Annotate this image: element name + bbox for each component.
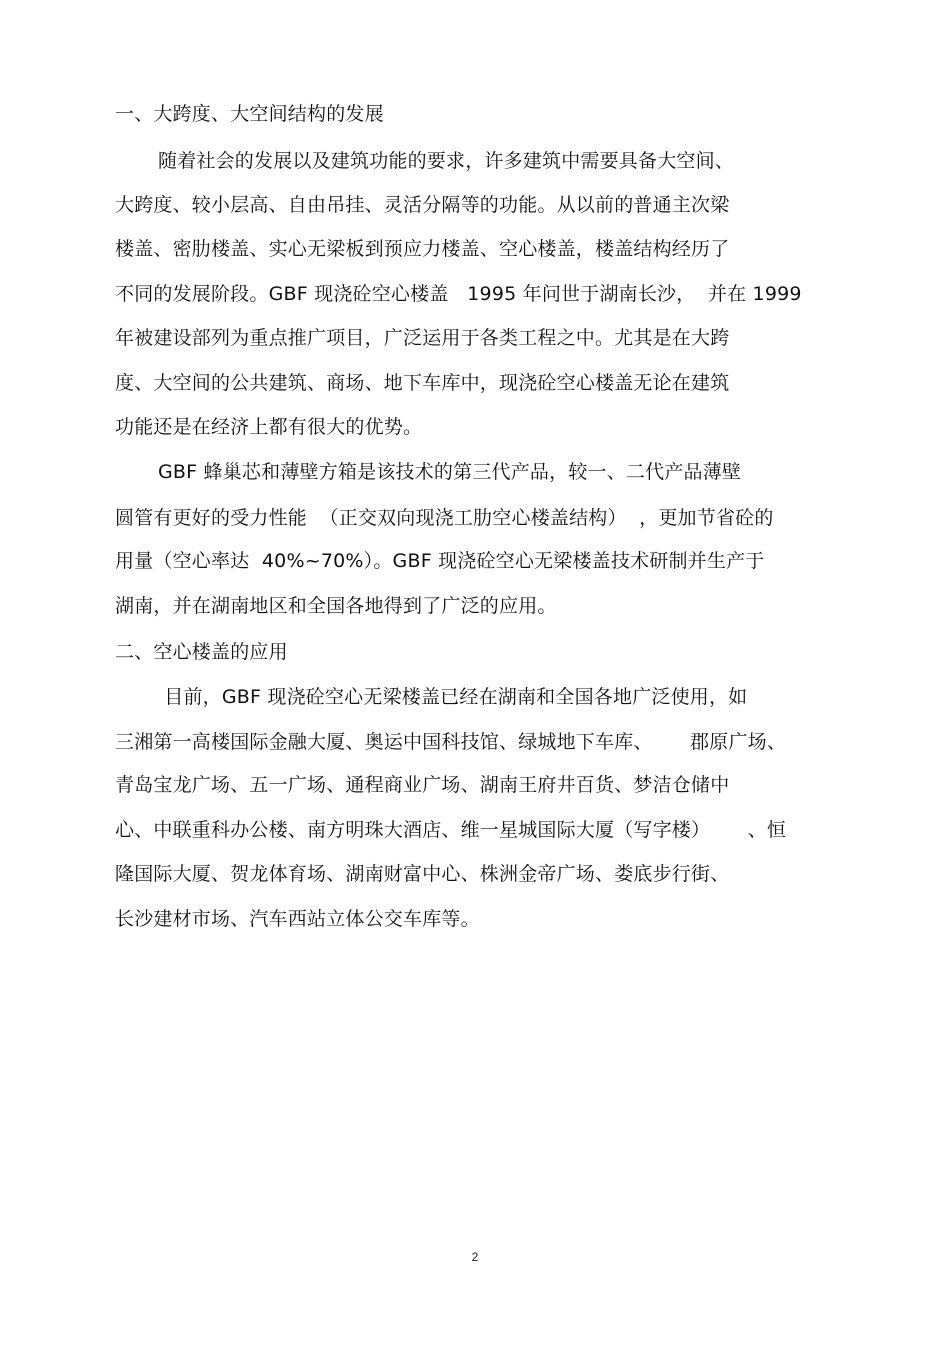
paragraph-line: 不同的发展阶段。GBF 现浇砼空心楼盖 1995 年问世于湖南长沙， 并在 1999 [115, 283, 802, 305]
paragraph-line: 大跨度、较小层高、自由吊挂、灵活分隔等的功能。从以前的普通主次梁 [115, 194, 730, 216]
paragraph-line: 楼盖、密肋楼盖、实心无梁板到预应力楼盖、空心楼盖，楼盖结构经历了 [115, 238, 730, 260]
paragraph-line: 圆管有更好的受力性能 （正交双向现浇工肋空心楼盖结构） ，更加节省砼的 [115, 507, 774, 529]
paragraph-line: 三湘第一高楼国际金融大厦、奥运中国科技馆、绿城地下车库、 郡原广场、 [115, 731, 787, 753]
paragraph-line: 随着社会的发展以及建筑功能的要求，许多建筑中需要具备大空间、 [158, 150, 735, 172]
paragraph-line: 目前，GBF 现浇砼空心无梁楼盖已经在湖南和全国各地广泛使用，如 [158, 686, 748, 708]
section-heading-2: 二、空心楼盖的应用 [115, 641, 288, 663]
section-heading-1: 一、大跨度、大空间结构的发展 [115, 103, 384, 125]
paragraph-line: 长沙建材市场、汽车西站立体公交车库等。 [115, 908, 480, 930]
page-number: 2 [471, 1250, 479, 1264]
paragraph-line: 隆国际大厦、贺龙体育场、湖南财富中心、株洲金帝广场、娄底步行街、 [115, 863, 730, 885]
paragraph-line: 功能还是在经济上都有很大的优势。 [115, 416, 423, 438]
paragraph-line: 心、中联重科办公楼、南方明珠大酒店、维一星城国际大厦（写字楼） 、恒 [115, 819, 787, 841]
paragraph-line: 青岛宝龙广场、五一广场、通程商业广场、湖南王府井百货、梦洁仓储中 [115, 774, 730, 796]
paragraph-line: 年被建设部列为重点推广项目，广泛运用于各类工程之中。尤其是在大跨 [115, 327, 730, 349]
paragraph-line: 度、大空间的公共建筑、商场、地下车库中，现浇砼空心楼盖无论在建筑 [115, 372, 730, 394]
paragraph-line: GBF 蜂巢芯和薄壁方箱是该技术的第三代产品，较一、二代产品薄壁 [158, 461, 742, 483]
paragraph-line: 用量（空心率达 40%~70%）。GBF 现浇砼空心无梁楼盖技术研制并生产于 [115, 550, 765, 572]
paragraph-line: 湖南，并在湖南地区和全国各地得到了广泛的应用。 [115, 595, 557, 617]
